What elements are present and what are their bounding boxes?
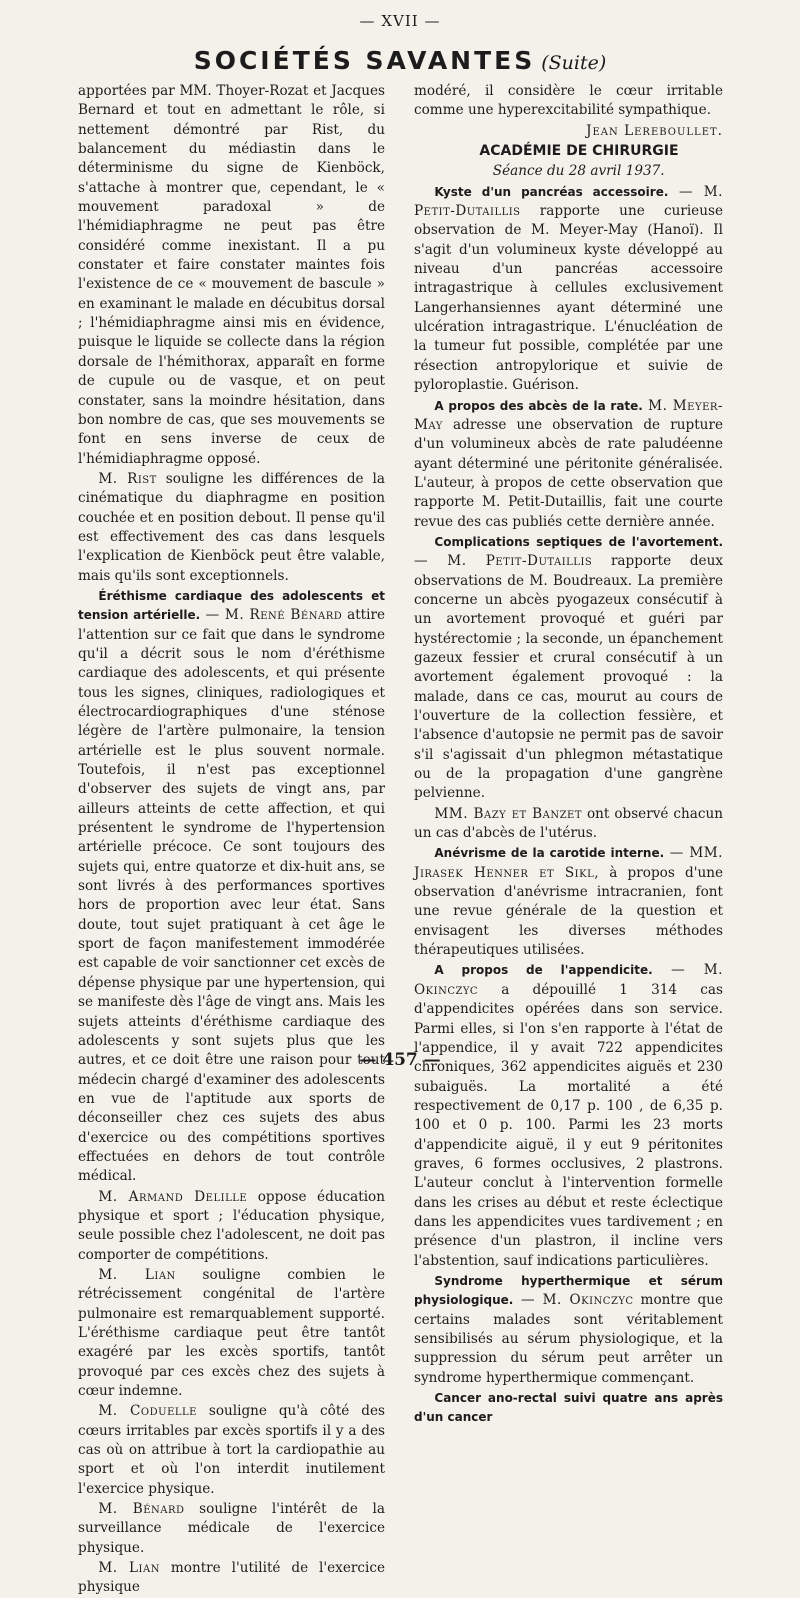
speaker-name: — M. Petit-Dutaillis <box>414 553 593 570</box>
paragraph-text: oppose éducation physique et sport ; l'éducation physique, seule possible chez l'adolescent, ne doit pas comporter de compétitions. <box>78 1188 385 1263</box>
paragraph <box>78 1266 385 1401</box>
topic-heading: Anévrisme de la carotide interne. <box>434 846 665 861</box>
paragraph-text: rapporte une curieuse observation de M. Meyer-May (Hanoï). Il s'agit d'un volumineux kyste développé au niveau d'un pancréas accessoire intragastrique à cellules exclusivement Langerhansiennes ayant déterminé une ulcération intragastrique. L'énucléation de la tumeur fut possible, complétée par une résection antropylorique et suivie de pyloroplastie. Guérison. <box>414 203 723 394</box>
paragraph <box>78 470 385 586</box>
paragraph-text: ont observé chacun un cas d'abcès de l'utérus. <box>414 805 723 842</box>
paragraph <box>414 533 723 804</box>
paragraph-text: montre que certains malades sont véritablement sensibilisés au sérum physiologique, et la suppression du sérum peut arrêter un syndrome hyperthermique commençant. <box>414 1292 723 1386</box>
page-header <box>0 46 800 75</box>
topic-heading: A propos des abcès de la rate. <box>434 398 643 413</box>
paragraph <box>78 1402 385 1499</box>
right-column <box>414 82 723 1428</box>
paragraph-text: attire l'attention sur ce fait que dans le syndrome qu'il a décrit sous le nom d'éréthisme cardiaque des adolescents, et qui présente tous les signes, cliniques, radiologiques et électrocardiographiques d'une sténose légère de l'artère pulmonaire, la tension artérielle est le plus souvent normale. Toutefois, il n'est pas exceptionnel d'observer des sujets de vingt ans, par ailleurs atteints de cette affection, et qui présentent le syndrome de l'hypertension artérielle précoce. Ce sont toujours des sujets qui, entre quatorze et dix-huit ans, se sont livrés à des performances sportives hors de proportion avec leur état. Sans doute, tout sujet pratiquant à cet âge le sport de façon manifestement immodérée est capable de voir sanctionner cet excès de dépense physique par une hypertension, qui se manifeste dès l'âge de vingt ans. Mais les sujets atteints d'éréthisme cardiaque des adolescents y sont sujets plus que les autres, et ce doit être une raison pour tout médecin chargé d'examiner des adolescents en vue de l'aptitude aux sports de déconseiller chez ces sujets des abus d'exercice ou des compétitions sportives effectuées en dehors de tout contrôle médical. <box>78 607 386 1185</box>
speaker-name: M. Coduelle <box>98 1403 197 1420</box>
paragraph: modéré, il considère le cœur irritable comme une hyperexcitabilité sympathique. <box>414 83 723 119</box>
paragraph <box>414 397 723 532</box>
speaker-name: — M. René Bénard <box>200 607 343 624</box>
paragraph <box>414 961 723 1271</box>
speaker-name: M. Lian <box>98 1266 176 1283</box>
paragraph <box>414 1389 723 1428</box>
section-suite: (Suite) <box>541 52 607 74</box>
paragraph <box>78 587 385 1187</box>
paragraph-text: a dépouillé 1 314 cas d'appendicites opérées dans son service. Parmi elles, si l'on s'en rapporte à l'état de l'appendice, il y avait 722 appendicites chroniques, 362 appendicites aiguës et 230 subaiguës. La mortalité a été respectivement de 0,17 p. 100 , de 6,35 p. 100 et 0 p. 100. Parmi les 23 morts d'appendicite aiguë, il y eut 9 péritonites graves, 6 formes occlusives, 2 plastrons. L'auteur conclut à l'intervention formelle dans les crises au début et reste éclectique dans les appendicites vues tardivement ; en présence d'un plastron, il incline vers l'abstention, sauf indications particulières. <box>414 981 723 1269</box>
speaker-name: M. Armand Delille <box>98 1188 248 1205</box>
academy-heading: ACADÉMIE DE CHIRURGIE <box>479 143 679 160</box>
speaker-name: MM. Bazy et Banzet <box>434 805 583 822</box>
paragraph <box>78 1500 385 1558</box>
paragraph-text: rapporte deux observations de M. Boudreaux. La première concerne un abcès pyogazeux consécutif à un avortement provoqué et guéri par hystérectomie ; la seconde, un épanchement gazeux fessier et crural consécutif à un avortement également provoqué : la malade, dans ce cas, mourut au cours de l'ouverture de la collection fessière, et l'absence d'autopsie ne permit pas de savoir s'il s'agissait d'un phlegmon métastatique ou de la propagation d'une gangrène pelvienne. <box>414 553 723 802</box>
paragraph: apportées par MM. Thoyer-Rozat et Jacques Bernard et tout en admettant le rôle, si nettement démontré par Rist, du balancement du médiastin dans le déterminisme du signe de Kienböck, s'attache à montrer que, cependant, le « mouvement paradoxal » de l'hémidiaphragme ne peut pas être considéré comme inexistant. Il a pu constater et faire constater maintes fois l'existence de ce « mouvement de bascule » en examinant le malade en décubitus dorsal ; l'hémidiaphragme ainsi mis en évidence, puisque le liquide se collecte dans la région dorsale de l'hémithorax, apparaît en forme de cupule ou de vasque, et on peut constater, sans la moindre hésitation, dans bon nombre de cas, que ses mouvements se font en sens inverse de ceux de l'hémidiaphragme opposé. <box>78 83 385 467</box>
paragraph <box>78 1188 385 1265</box>
signature: Jean Lereboullet. <box>586 122 723 139</box>
left-column <box>78 82 385 1598</box>
speaker-name: M. Rist <box>98 470 157 487</box>
topic-heading: Complications septiques de l'avortement. <box>434 534 723 549</box>
paragraph <box>414 805 723 844</box>
page-roman-number: — XVII — <box>359 12 441 30</box>
speaker-name: — M. Petit-Dutaillis <box>414 183 723 220</box>
section-title: SOCIÉTÉS SAVANTES <box>193 46 536 75</box>
speaker-name: M. Bénard <box>98 1501 185 1518</box>
paragraph-text: adresse une observation de rupture d'un volumineux abcès de rate paludéenne ayant déterminé une péritonite généralisée. L'auteur, à propos de cette observation que rapporte M. Petit-Dutaillis, fait une courte revue des cas publiés cette dernière année. <box>414 416 723 530</box>
paragraph-text: souligne les différences de la cinématique du diaphragme en position couchée et en position debout. Il pense qu'il est effectivement des cas dans lesquels l'explication de Kienböck peut être valable, mais qu'ils sont exceptionnels. <box>78 470 385 584</box>
speaker-name: — MM. Jirasek Henner et Sikl, <box>414 845 723 881</box>
session-date: Séance du 28 avril 1937. <box>492 163 665 180</box>
paragraph <box>414 183 723 396</box>
paragraph <box>414 1272 723 1388</box>
page-number: — 457 — <box>359 1050 441 1070</box>
paragraph-text: souligne qu'à côté des cœurs irritables par excès sportifs il y a des cas où on attribue à tort la cardiopathie au sport et où l'on interdit inutilement l'exercice physique. <box>78 1403 385 1497</box>
paragraph-text: à propos d'une observation d'anévrisme intracranien, font une revue générale de la question et envisagent les diverses méthodes thérapeutiques utilisées. <box>414 864 724 959</box>
paragraph <box>78 1559 385 1598</box>
topic-heading: Éréthisme cardiaque des adolescents et tension artérielle. <box>78 588 385 623</box>
topic-heading: Cancer ano-rectal suivi quatre ans après d'un cancer <box>414 1391 723 1425</box>
speaker-name: — M. Okinczyc <box>414 962 723 998</box>
paragraph-text: souligne l'intérêt de la surveillance médicale de l'exercice physique. <box>78 1501 386 1556</box>
paragraph <box>414 844 723 960</box>
speaker-name: — M. Okinczyc <box>513 1292 634 1309</box>
speaker-name: M. Lian <box>98 1560 160 1577</box>
topic-heading: Syndrome hyperthermique et sérum physiologique. <box>414 1273 723 1308</box>
topic-heading: A propos de l'appendicite. <box>434 963 653 978</box>
speaker-name: M. Meyer-May <box>414 397 723 433</box>
paragraph-text: souligne combien le rétrécissement congénital de l'artère pulmonaire est remarquablement supporté. L'éréthisme cardiaque peut être tantôt exagéré par les excès sportifs, tantôt provoqué par ces excès chez des sujets à cœur indemne. <box>78 1266 385 1400</box>
topic-heading: Kyste d'un pancréas accessoire. <box>434 184 669 199</box>
paragraph-text: montre l'utilité de l'exercice physique <box>78 1560 385 1596</box>
